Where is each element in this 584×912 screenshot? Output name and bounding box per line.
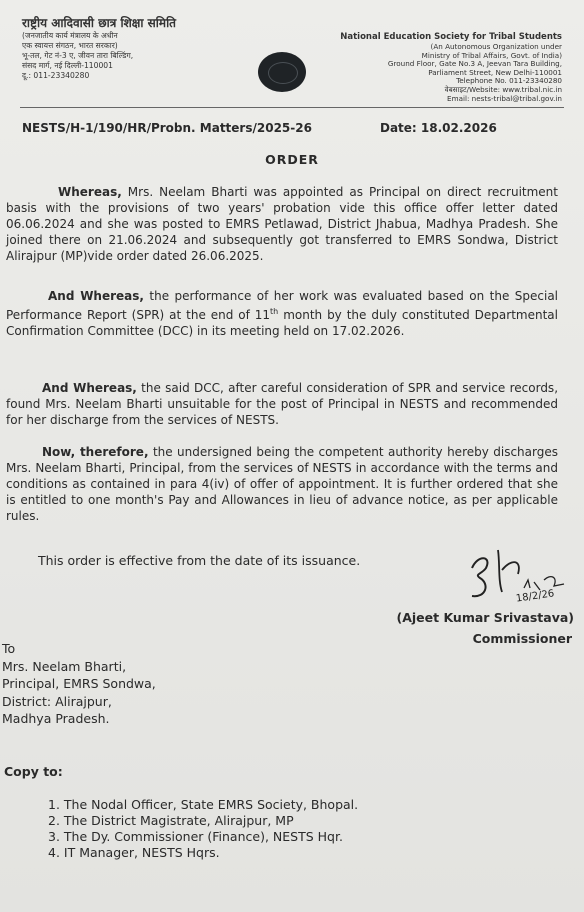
org-name-hindi: राष्ट्रीय आदिवासी छात्र शिक्षा समिति	[22, 16, 177, 30]
list-item: 3. The Dy. Commissioner (Finance), NESTS Hqr.	[48, 829, 343, 844]
order-date: Date: 18.02.2026	[380, 121, 497, 135]
org-line: Telephone No. 011-23340280	[456, 76, 562, 86]
hindi-line: दू.: 011-23340280	[22, 71, 90, 80]
org-line: वेबसाइट/Website: www.tribal.nic.in	[444, 84, 562, 94]
paragraph-lead: And Whereas,	[42, 381, 137, 395]
document-title: ORDER	[265, 152, 319, 167]
paragraph-2	[6, 288, 558, 339]
paragraph-body: Mrs. Neelam Bharti was appointed as Principal on direct recruitment basis with the provisions of two years' probation vide this office offer letter dated 06.06.2024 and she was posted to EMRS Petlawad, District Jhabua, Madhya Pradesh. She joined there on 21.06.2024 and subsequently got transferred to EMRS Sondwa, District Alirajpur (MP)vide order dated 26.06.2025.	[6, 185, 558, 263]
paragraph-4	[6, 444, 558, 524]
letterhead-english	[292, 32, 562, 103]
org-name-english: National Education Society for Tribal Students	[340, 32, 562, 42]
signature-date: 18/2/26	[515, 588, 555, 605]
org-line: Ministry of Tribal Affairs, Govt. of India)	[421, 50, 562, 60]
org-line: (An Autonomous Organization under	[430, 42, 562, 51]
paragraph-3	[6, 380, 558, 428]
list-item: 4. IT Manager, NESTS Hqrs.	[48, 845, 220, 860]
paragraph-body: the undersigned being the competent authority hereby discharges Mrs. Neelam Bharti, Principal, from the services of NESTS in accordance with the terms and conditions as contained in para 4(iv) of offer of appointment. It is further ordered that she is entitled to one month's Pay and Allowances in lieu of advance notice, as per applicable rules.	[6, 445, 558, 523]
list-item: 2. The District Magistrate, Alirajpur, MP	[48, 813, 294, 828]
address-line: Madhya Pradesh.	[2, 711, 110, 726]
copy-to-heading: Copy to:	[4, 764, 63, 779]
paragraph-body: month by the duly constituted Departmental Confirmation Committee (DCC) in its meeting held on 17.02.2026.	[6, 308, 558, 338]
hindi-line: एक स्वायत्त संगठन, भारत सरकार)	[22, 41, 118, 50]
address-line: District: Alirajpur,	[2, 693, 112, 709]
handwritten-signature	[468, 540, 578, 610]
paragraph-lead: Now, therefore,	[42, 445, 149, 459]
reference-number: NESTS/H-1/190/HR/Probn. Matters/2025-26	[22, 121, 312, 135]
effective-statement: This order is effective from the date of its issuance.	[38, 553, 361, 568]
addressee-block	[2, 640, 156, 728]
header-divider	[20, 107, 564, 108]
signatory-name: (Ajeet Kumar Srivastava)	[396, 610, 574, 625]
paragraph-1	[6, 184, 558, 264]
address-line: Principal, EMRS Sondwa,	[2, 676, 156, 691]
paragraph-lead: And Whereas,	[48, 289, 144, 303]
superscript: th	[270, 307, 279, 316]
reference-line	[22, 121, 562, 135]
paragraph-body: the performance of her work was evaluated based on the Special Performance Report (SPR) at the end of 11	[6, 289, 559, 322]
hindi-line: भू-तल, गेट नं-3 ए, जीवन तारा बिल्डिंग,	[22, 51, 134, 60]
org-line: Ground Floor, Gate No.3 A, Jeevan Tara Building,	[387, 59, 562, 69]
letterhead-hindi	[22, 16, 272, 81]
address-line: Mrs. Neelam Bharti,	[2, 658, 127, 674]
hindi-line: संसद मार्ग, नई दिल्ली-110001	[22, 61, 113, 70]
paragraph-lead: Whereas,	[58, 185, 122, 199]
org-line: Email: nests-tribal@tribal.gov.in	[447, 93, 562, 103]
copy-to-list	[48, 797, 358, 861]
signatory-designation: Commissioner	[472, 631, 572, 646]
hindi-line: (जनजातीय कार्य मंत्रालय के अधीन	[22, 31, 118, 40]
org-line: Parliament Street, New Delhi-110001	[428, 67, 562, 77]
to-label: To	[2, 641, 16, 656]
paragraph-body: the said DCC, after careful consideration of SPR and service records, found Mrs. Neelam Bharti unsuitable for the post of Principal in NESTS and recommended for her discharge from the services of NESTS.	[6, 381, 559, 427]
list-item: 1. The Nodal Officer, State EMRS Society, Bhopal.	[48, 797, 359, 812]
